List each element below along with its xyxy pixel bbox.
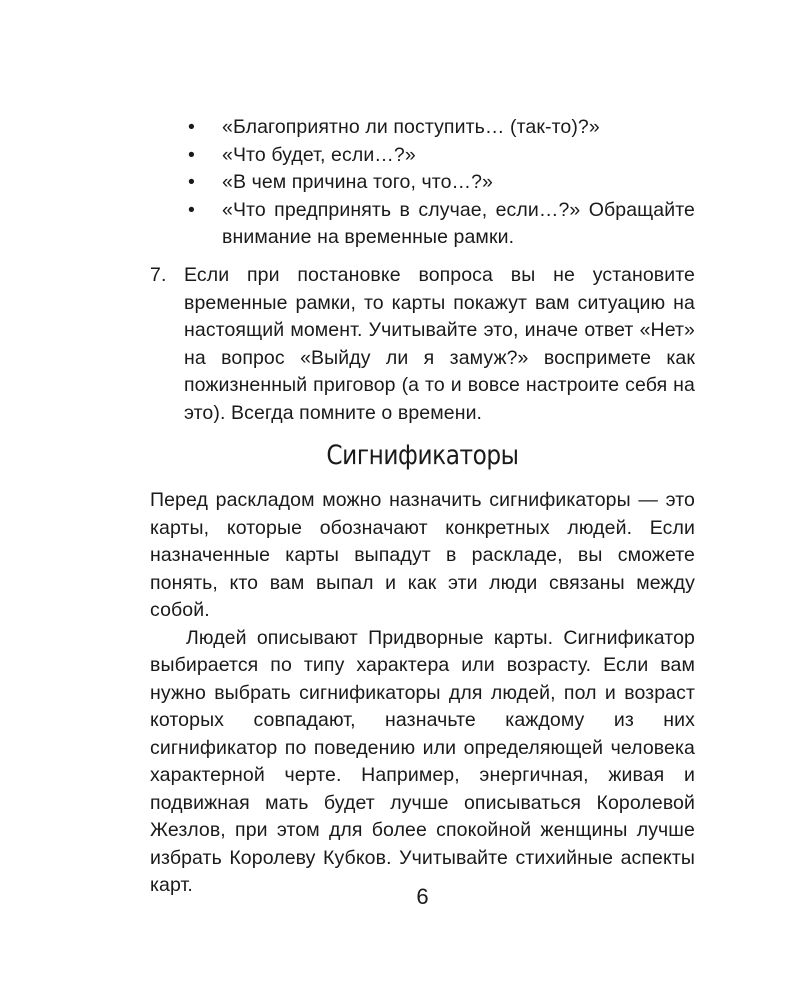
paragraph: Людей описывают Придворные карты. Сигнификатор выбирается по типу характера или возрасту. Если вам нужно выбрать сигнификаторы для людей, пол и возраст которых совпадают, назначьте каждому из них сигнификатор по поведению или определяющей человека характерной черте. Например, энергичная, живая и подвижная мать будет лучше описываться Королевой Жезлов, при этом для более спокойной женщины лучше избрать Королеву Кубков. Учитывайте стихийные аспекты карт. [150, 626, 695, 896]
page-number: 6 [416, 884, 429, 909]
list-item: • «Благоприятно ли поступить… (так-то)?» [150, 114, 695, 142]
list-item: • «Что предпринять в случае, если…?» Обращайте внимание на временные рамки. [150, 197, 695, 252]
section-body [150, 487, 695, 900]
item-number: 7. [150, 264, 167, 286]
section-heading: Сигнификаторы [326, 440, 519, 471]
item-text: Если при постановке вопроса вы не установите временные рамки, то карты покажут вам ситуацию на настоящий момент. Учитывайте это, иначе ответ «Нет» на вопрос «Выйду ли я замуж?» воспримете как пожизненный приговор (а то и вовсе настроите себя на это). Всегда помните о времени. [184, 264, 695, 424]
numbered-item-7 [150, 262, 695, 427]
list-item: • «Что будет, если…?» [150, 142, 695, 170]
question-examples-list [150, 114, 695, 252]
list-item: • «В чем причина того, что…?» [150, 169, 695, 197]
paragraph: Перед раскладом можно назначить сигнификаторы — это карты, которые обозначают конкретных людей. Если назначенные карты выпадут в раскладе, вы сможете понять, кто вам выпал и как эти люди связаны между собой. [150, 489, 695, 621]
